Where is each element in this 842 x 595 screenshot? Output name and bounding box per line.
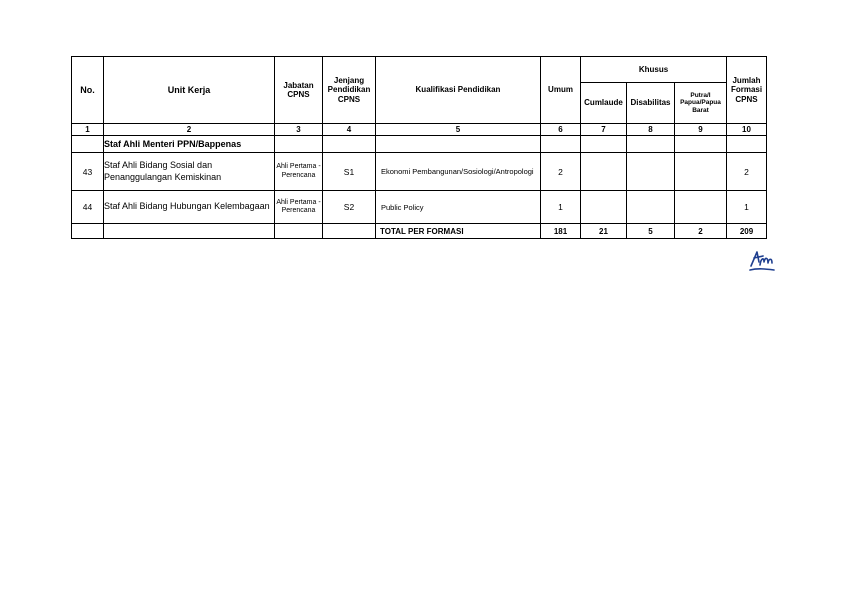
- total-cumlaude: 21: [581, 224, 627, 239]
- table-row: [72, 191, 767, 224]
- total-umum: 181: [541, 224, 581, 239]
- row-disabilitas: [627, 191, 675, 224]
- empty-cell: [581, 136, 627, 153]
- row-jumlah: 2: [727, 153, 767, 191]
- header-jumlah: Jumlah Formasi CPNS: [727, 57, 767, 124]
- column-number-row: [72, 124, 767, 136]
- section-row: [72, 136, 767, 153]
- header-cumlaude: Cumlaude: [581, 83, 627, 124]
- empty-cell: [675, 136, 727, 153]
- total-label: TOTAL PER FORMASI: [376, 224, 541, 239]
- row-unit-kerja: Staf Ahli Bidang Sosial dan Penanggulangan Kemiskinan: [104, 153, 275, 191]
- row-jenjang: S2: [323, 191, 376, 224]
- formation-table: [71, 56, 767, 239]
- empty-cell: [72, 224, 104, 239]
- column-number: 5: [376, 124, 541, 136]
- row-disabilitas: [627, 153, 675, 191]
- empty-cell: [275, 224, 323, 239]
- row-cumlaude: [581, 153, 627, 191]
- row-jabatan: Ahli Pertama - Perencana: [275, 153, 323, 191]
- empty-cell: [627, 136, 675, 153]
- empty-cell: [323, 136, 376, 153]
- column-number: 6: [541, 124, 581, 136]
- row-jenjang: S1: [323, 153, 376, 191]
- total-jumlah: 209: [727, 224, 767, 239]
- column-number: 7: [581, 124, 627, 136]
- table-row: [72, 153, 767, 191]
- empty-cell: [727, 136, 767, 153]
- column-number: 1: [72, 124, 104, 136]
- empty-cell: [275, 136, 323, 153]
- column-number: 9: [675, 124, 727, 136]
- empty-cell: [72, 136, 104, 153]
- signature-initial-icon: [748, 248, 776, 274]
- column-number: 4: [323, 124, 376, 136]
- row-cumlaude: [581, 191, 627, 224]
- empty-cell: [104, 224, 275, 239]
- row-papua: [675, 153, 727, 191]
- header-jenjang: Jenjang Pendidikan CPNS: [323, 57, 376, 124]
- row-umum: 1: [541, 191, 581, 224]
- header-no: No.: [72, 57, 104, 124]
- row-jabatan: Ahli Pertama - Perencana: [275, 191, 323, 224]
- row-no: 44: [72, 191, 104, 224]
- header-umum: Umum: [541, 57, 581, 124]
- header-jabatan: Jabatan CPNS: [275, 57, 323, 124]
- row-unit-kerja: Staf Ahli Bidang Hubungan Kelembagaan: [104, 191, 275, 224]
- row-umum: 2: [541, 153, 581, 191]
- column-number: 3: [275, 124, 323, 136]
- empty-cell: [541, 136, 581, 153]
- header-khusus: Khusus: [581, 57, 727, 83]
- empty-cell: [323, 224, 376, 239]
- total-papua: 2: [675, 224, 727, 239]
- header-papua: Putra/I Papua/Papua Barat: [675, 83, 727, 124]
- total-row: [72, 224, 767, 239]
- empty-cell: [376, 136, 541, 153]
- column-number: 8: [627, 124, 675, 136]
- header-disabilitas: Disabilitas: [627, 83, 675, 124]
- row-papua: [675, 191, 727, 224]
- row-no: 43: [72, 153, 104, 191]
- row-kualifikasi: Ekonomi Pembangunan/Sosiologi/Antropologi: [376, 153, 541, 191]
- header-unit-kerja: Unit Kerja: [104, 57, 275, 124]
- header-row-1: [72, 57, 767, 83]
- total-disabilitas: 5: [627, 224, 675, 239]
- section-title: Staf Ahli Menteri PPN/Bappenas: [104, 136, 275, 153]
- row-kualifikasi: Public Policy: [376, 191, 541, 224]
- column-number: 2: [104, 124, 275, 136]
- column-number: 10: [727, 124, 767, 136]
- header-kualifikasi: Kualifikasi Pendidikan: [376, 57, 541, 124]
- row-jumlah: 1: [727, 191, 767, 224]
